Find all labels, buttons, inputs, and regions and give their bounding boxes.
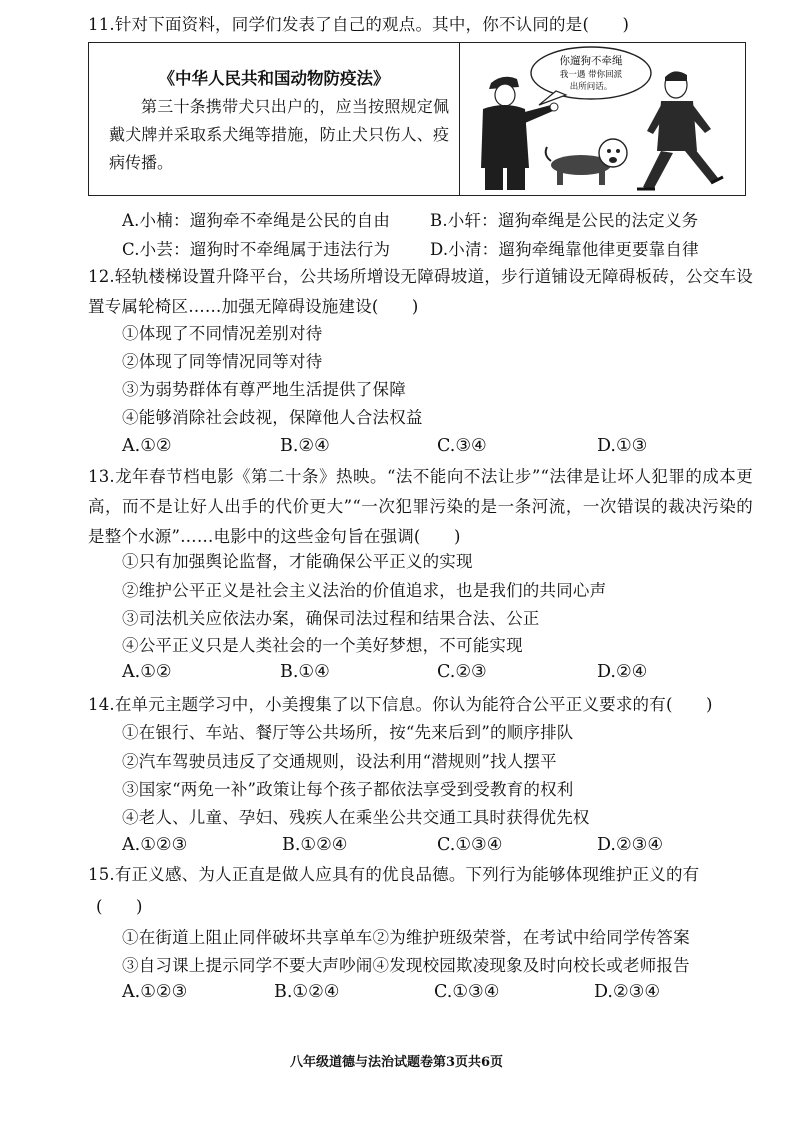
q11-option-c[interactable]: C.小芸：遛狗时不牵绳属于违法行为 (122, 240, 391, 259)
q12-option-c[interactable]: C.③④ (437, 436, 487, 456)
q12-stem: 12.轻轨楼梯设置升降平台，公共场所增设无障碍坡道，步行道铺设无障碍板砖，公交车设置专属轮椅区……加强无障碍设施建设( ) (88, 267, 753, 316)
q14-option-c[interactable]: C.①③④ (437, 835, 503, 855)
q13-stem: 13.龙年春节档电影《第二十条》热映。“法不能向不法让步”“法律是让坏人犯罪的成本更高，而不是让好人出手的代价更大”“一次犯罪污染的是一条河流，一次错误的裁决污染的是整个水源”……电影中的这些金句旨在强调( ) (88, 467, 753, 546)
q14-item-2: ②汽车驾驶员违反了交通规则，设法利用“潜规则”找人摆平 (122, 752, 557, 771)
q15-item-3-4: ③自习课上提示同学不要大声吵闹④发现校园欺凌现象及时向校长或老师报告 (122, 956, 690, 975)
q15-stem-blank: ( ) (96, 897, 143, 916)
q12-item-2: ②体现了同等情况同等对待 (122, 352, 323, 371)
q11-option-a[interactable]: A.小楠：遛狗牵不牵绳是公民的自由 (122, 211, 391, 230)
q14-stem: 14.在单元主题学习中，小美搜集了以下信息。你认为能符合公平正义要求的有( ) (88, 695, 713, 714)
q12-item-3: ③为弱势群体有尊严地生活提供了保障 (122, 380, 406, 399)
q11-option-b[interactable]: B.小轩：遛狗牵绳是公民的法定义务 (430, 211, 699, 230)
q13-option-a[interactable]: A.①② (122, 662, 172, 682)
bubble-line-1: 你遛狗不牵绳 (559, 55, 623, 67)
q14-option-d[interactable]: D.②③④ (597, 835, 664, 855)
q12-item-4: ④能够消除社会歧视，保障他人合法权益 (122, 408, 423, 427)
q14-item-4: ④老人、儿童、孕妇、残疾人在乘坐公共交通工具时获得优先权 (122, 808, 590, 827)
q13-item-2: ②维护公平正义是社会主义法治的价值追求，也是我们的共同心声 (122, 581, 607, 600)
q12-option-a[interactable]: A.①② (122, 436, 172, 456)
q11-material-body: 第三十条携带犬只出户的，应当按照规定佩戴犬牌并采取系犬绳等措施，防止犬只伤人、疫病传播。 (109, 97, 449, 172)
q14-option-b[interactable]: B.①②④ (282, 835, 348, 855)
q15-option-d[interactable]: D.②③④ (594, 982, 661, 1002)
q11-material-title: 《中华人民共和国动物防疫法》 (158, 69, 390, 88)
q14-option-a[interactable]: A.①②③ (122, 835, 188, 855)
q13-option-b[interactable]: B.①④ (280, 662, 330, 682)
q11-cartoon-illustration (461, 43, 745, 195)
q13-option-c[interactable]: C.②③ (437, 662, 487, 682)
police-dog-cartoon-icon (461, 43, 745, 195)
page-footer: 八年级道德与法治试题卷第3页共6页 (289, 1055, 504, 1070)
q12-option-d[interactable]: D.①③ (597, 436, 648, 456)
q12-item-1: ①体现了不同情况差别对待 (122, 324, 323, 343)
q11-option-d[interactable]: D.小清：遛狗牵绳靠他律更要靠自律 (430, 240, 699, 259)
q15-option-c[interactable]: C.①③④ (434, 982, 500, 1002)
q14-item-3: ③国家“两免一补”政策让每个孩子都依法享受到受教育的权利 (122, 780, 574, 799)
q11-material-text (89, 43, 460, 195)
bubble-line-3: 出所问话。 (569, 82, 613, 92)
q11-material-box (88, 42, 746, 196)
q14-item-1: ①在银行、车站、餐厅等公共场所，按“先来后到”的顺序排队 (122, 723, 574, 742)
q13-item-3: ③司法机关应依法办案，确保司法过程和结果合法、公正 (122, 609, 540, 628)
q13-item-4: ④公平正义只是人类社会的一个美好梦想，不可能实现 (122, 636, 523, 655)
q15-stem: 15.有正义感、为人正直是做人应具有的优良品德。下列行为能够体现维护正义的有 (88, 865, 700, 884)
q15-option-a[interactable]: A.①②③ (122, 982, 188, 1002)
q15-item-1-2: ①在街道上阻止同伴破坏共享单车②为维护班级荣誉，在考试中给同学传答案 (122, 928, 690, 947)
q12-option-b[interactable]: B.②④ (280, 436, 330, 456)
q15-option-b[interactable]: B.①②④ (274, 982, 340, 1002)
bubble-line-2: 我一遇 带你回派 (559, 70, 623, 80)
q11-stem: 11.针对下面资料，同学们发表了自己的观点。其中，你不认同的是( ) (88, 15, 630, 34)
q13-item-1: ①只有加强舆论监督，才能确保公平正义的实现 (122, 552, 473, 571)
q13-option-d[interactable]: D.②④ (597, 662, 648, 682)
